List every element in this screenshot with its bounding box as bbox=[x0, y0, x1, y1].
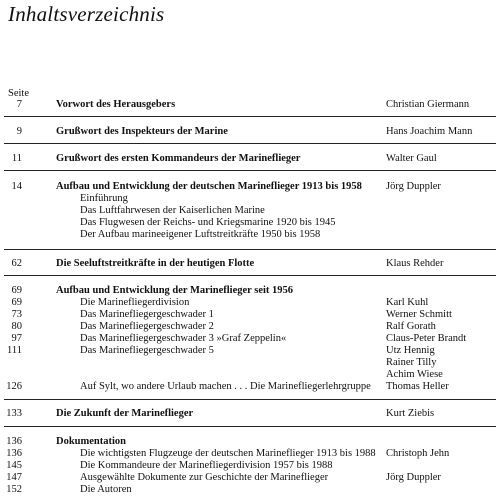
page-number: 62 bbox=[11, 258, 22, 269]
subsection-title: Einführung bbox=[80, 193, 128, 204]
divider bbox=[4, 170, 496, 171]
page-number: 69 bbox=[11, 285, 22, 296]
author-name: Thomas Heller bbox=[386, 381, 449, 392]
seite-label: Seite bbox=[8, 88, 29, 99]
subsection-title: Das Marinefliegergeschwader 5 bbox=[80, 345, 214, 356]
divider bbox=[4, 399, 496, 400]
subsection-title: Die Autoren bbox=[80, 484, 132, 495]
author-name: Jörg Duppler bbox=[386, 472, 441, 483]
author-name: Ralf Gorath bbox=[386, 321, 436, 332]
page-title: Inhaltsverzeichnis bbox=[8, 2, 165, 26]
section-title: Aufbau und Entwicklung der Marineflieger seit 1956 bbox=[56, 285, 294, 296]
author-name: Walter Gaul bbox=[386, 153, 437, 164]
section-title: Die Seeluftstreitkräfte in der heutigen Flotte bbox=[56, 258, 255, 269]
author-name: Kurt Ziebis bbox=[386, 408, 435, 419]
subsection-title: Die wichtigsten Flugzeuge der deutschen Marineflieger 1913 bis 1988 bbox=[80, 448, 376, 459]
page-number: 133 bbox=[6, 408, 22, 419]
author-name: Rainer Tilly bbox=[386, 357, 437, 368]
divider bbox=[4, 275, 496, 276]
author-name: Achim Wiese bbox=[386, 369, 443, 380]
author-name: Jörg Duppler bbox=[386, 181, 441, 192]
author-name: Claus-Peter Brandt bbox=[386, 333, 467, 344]
section-title: Grußwort des Inspekteurs der Marine bbox=[56, 126, 228, 137]
subsection-title: Auf Sylt, wo andere Urlaub machen . . . Die Marinefliegerlehrgruppe bbox=[80, 381, 371, 392]
author-name: Werner Schmitt bbox=[386, 309, 452, 320]
section-title: Aufbau und Entwicklung der deutschen Marineflieger 1913 bis 1958 bbox=[56, 181, 362, 192]
subsection-title: Das Flugwesen der Reichs- und Kriegsmarine 1920 bis 1945 bbox=[80, 217, 336, 228]
divider bbox=[4, 143, 496, 144]
page-number: 9 bbox=[16, 126, 22, 137]
page-number: 126 bbox=[6, 381, 22, 392]
page-number: 80 bbox=[11, 321, 22, 332]
subsection-title: Die Kommandeure der Marinefliegerdivision 1957 bis 1988 bbox=[80, 460, 333, 471]
author-name: Christoph Jehn bbox=[386, 448, 450, 459]
subsection-title: Das Marinefliegergeschwader 1 bbox=[80, 309, 214, 320]
page-number: 145 bbox=[6, 460, 22, 471]
divider bbox=[4, 426, 496, 427]
subsection-title: Das Marinefliegergeschwader 2 bbox=[80, 321, 214, 332]
section-title: Grußwort des ersten Kommandeurs der Marineflieger bbox=[56, 153, 301, 164]
divider bbox=[4, 116, 496, 117]
subsection-title: Die Marinefliegerdivision bbox=[80, 297, 190, 308]
page-number: 152 bbox=[6, 484, 22, 495]
section-title: Vorwort des Herausgebers bbox=[56, 99, 176, 110]
page-number: 136 bbox=[6, 448, 22, 459]
page-number: 97 bbox=[11, 333, 22, 344]
page-number: 136 bbox=[6, 436, 22, 447]
subsection-title: Das Marinefliegergeschwader 3 »Graf Zeppelin« bbox=[80, 333, 287, 344]
author-name: Utz Hennig bbox=[386, 345, 435, 356]
section-title: Dokumentation bbox=[56, 436, 127, 447]
page-number: 69 bbox=[11, 297, 22, 308]
page-number: 7 bbox=[16, 99, 22, 110]
page-number: 147 bbox=[6, 472, 22, 483]
author-name: Hans Joachim Mann bbox=[386, 126, 473, 137]
subsection-title: Ausgewählte Dokumente zur Geschichte der Marineflieger bbox=[80, 472, 329, 483]
page-number: 11 bbox=[11, 153, 22, 164]
author-name: Christian Giermann bbox=[386, 99, 470, 110]
page-number: 73 bbox=[11, 309, 22, 320]
page-number: 14 bbox=[11, 181, 22, 192]
author-name: Klaus Rehder bbox=[386, 258, 444, 269]
subsection-title: Der Aufbau marineeigener Luftstreitkräfte 1950 bis 1958 bbox=[80, 229, 321, 240]
divider bbox=[4, 249, 496, 250]
author-name: Karl Kuhl bbox=[386, 297, 429, 308]
page-number: 111 bbox=[7, 345, 22, 356]
section-title: Die Zukunft der Marineflieger bbox=[56, 408, 194, 419]
subsection-title: Das Luftfahrwesen der Kaiserlichen Marine bbox=[80, 205, 265, 216]
